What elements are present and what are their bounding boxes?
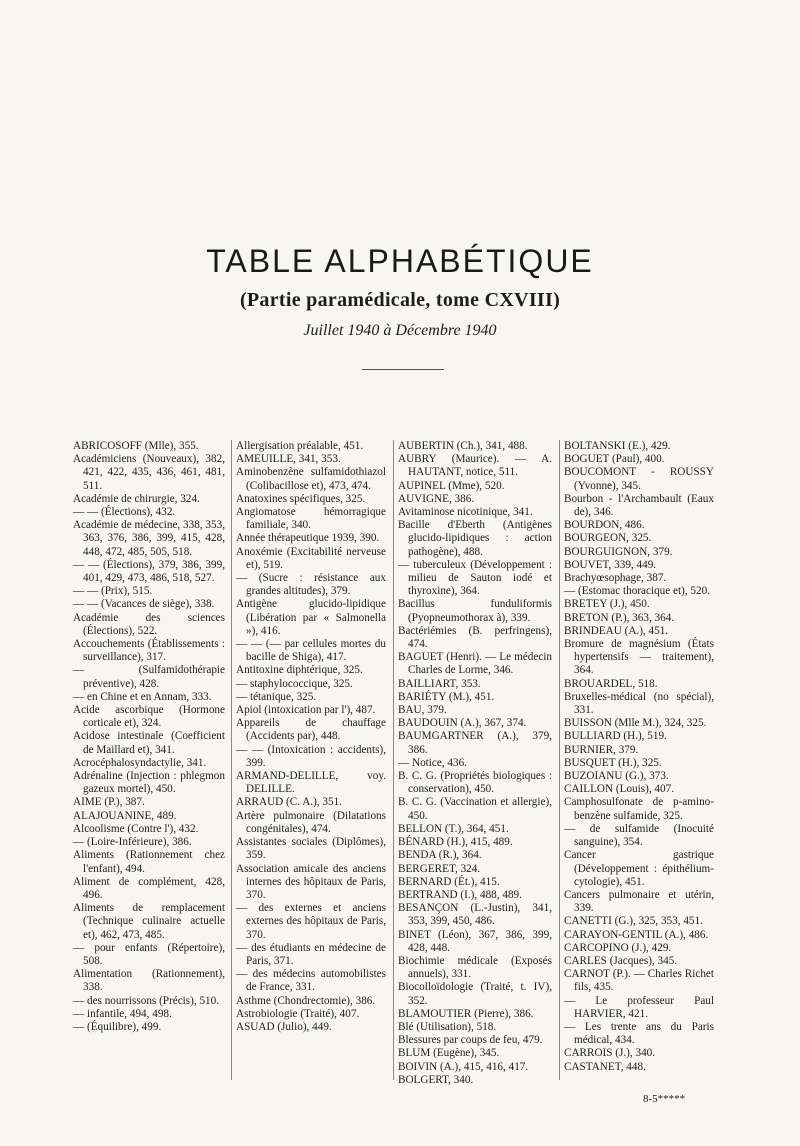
index-entry: AUVIGNE, 386. [398, 492, 475, 505]
index-entry: — (Loire-Inférieure), 386. [73, 836, 192, 849]
index-entry: AUPINEL (Mme), 520. [398, 479, 505, 492]
index-entry: Avitaminose nicotinique, 341. [398, 506, 533, 519]
index-entry: — (Estomac thoracique et), 520. [564, 585, 711, 598]
index-entry: — — (Élections), 379, 386, 399, 401, 429, 473, 486, 518, 527. [73, 558, 225, 585]
index-entry: B. C. G. (Vaccination et allergie), 450. [398, 796, 552, 822]
page-subtitle: (Partie paramédicale, tome CXVIII) [239, 289, 561, 311]
index-entry: Alimentation (Rationnement), 338. [73, 968, 225, 994]
index-entry: Allergisation préalable, 451. [236, 440, 364, 452]
index-entry: BOIVIN (A.), 415, 416, 417. [398, 1060, 529, 1073]
index-entry: — des nourrissons (Précis), 510. [73, 994, 220, 1007]
index-column-3 [398, 440, 552, 1090]
index-entry: AIME (P.), 387. [73, 796, 145, 809]
index-entry: BROUARDEL, 518. [564, 677, 658, 690]
index-entry: Angiomatose hémorragique familiale, 340. [236, 506, 386, 532]
index-entry: Alcoolisme (Contre l'), 432. [73, 822, 199, 835]
index-entry: Appareils de chauffage (Accidents par), 448. [236, 717, 386, 743]
index-entry: Académie de chirurgie, 324. [73, 492, 200, 505]
index-entry: BRETON (P.), 363, 364. [564, 611, 675, 624]
index-entry: BENDA (R.), 364. [398, 849, 482, 862]
index-entry: BAUDOUIN (A.), 367, 374. [398, 717, 527, 730]
index-entry: — pour enfants (Répertoire), 508. [73, 941, 225, 967]
index-entry: — — (Élections), 432. [73, 506, 176, 519]
index-entry: CARNOT (P.). — Charles Richet fils, 435. [564, 968, 714, 994]
index-entry: Aminobenzène sulfamidothiazol (Colibacillose et), 473, 474. [236, 466, 386, 492]
index-entry: Artère pulmonaire (Dilatations congénitales), 474. [236, 809, 386, 835]
index-entry: Biocolloïdologie (Traité, t. IV), 352. [398, 981, 552, 1007]
index-entry: Blé (Utilisation), 518. [398, 1020, 497, 1033]
index-entry: BÉNARD (H.), 415, 489. [398, 836, 513, 849]
index-entry: Assistantes sociales (Diplômes), 359. [236, 836, 386, 862]
index-entry: Association amicale des anciens internes des hôpitaux de Paris, 370. [236, 862, 386, 901]
index-entry: BOLTANSKI (E.), 429. [564, 440, 671, 452]
index-entry: Anoxémie (Excitabilité nerveuse et), 519. [236, 545, 386, 571]
index-entry: ALAJOUANINE, 489. [73, 809, 177, 822]
index-entry: Accouchements (Établissements : surveillance), 317. [73, 638, 225, 664]
index-entry: Bourbon - l'Archambault (Eaux de), 346. [564, 492, 714, 519]
index-entry: Adrénaline (Injection : phlegmon gazeux mortel), 450. [73, 770, 225, 796]
index-entry: — staphylococcique, 325. [236, 677, 353, 690]
index-entry: Académiciens (Nouveaux), 382, 421, 422, 435, 436, 461, 481, 511. [73, 453, 225, 492]
index-entry: ABRICOSOFF (Mlle), 355. [73, 440, 199, 452]
index-entry: BARIÉTY (M.), 451. [398, 690, 495, 703]
index-entry: CASTANET, 448. [564, 1060, 646, 1073]
index-entry: AMEUILLE, 341, 353. [236, 453, 341, 466]
index-entry: BELLON (T.), 364, 451. [398, 822, 509, 835]
index-entry: CANETTI (G.), 325, 353, 451. [564, 915, 703, 928]
index-entry: BRINDEAU (A.), 451. [564, 624, 669, 637]
index-entry: — Notice, 436. [398, 756, 467, 769]
index-entry: BULLIARD (H.), 519. [564, 730, 667, 743]
index-entry: BUZOIANU (G.), 373. [564, 770, 669, 783]
index-entry: BERNARD (Ét.), 415. [398, 875, 500, 888]
index-entry: Bactériémies (B. perfringens), 474. [398, 624, 552, 651]
index-entry: Bacillus funduliformis (Pyopneumothorax à), 339. [398, 598, 552, 624]
index-entry: — des externes et anciens externes des hôpitaux de Paris, 370. [236, 902, 386, 941]
index-entry: Asthme (Chondrectomie), 386. [236, 994, 376, 1007]
index-entry: — Les trente ans du Paris médical, 434. [564, 1020, 714, 1047]
index-entry: CAILLON (Louis), 407. [564, 783, 674, 796]
index-entry: CARLES (Jacques), 345. [564, 954, 678, 967]
index-columns [73, 440, 719, 1090]
index-entry: — — (— par cellules mortes du bacille de Shiga), 417. [236, 638, 386, 664]
index-entry: — infantile, 494, 498. [73, 1007, 172, 1020]
index-entry: BUSQUET (H.), 325. [564, 756, 662, 769]
index-entry: — Le professeur Paul HARVIER, 421. [564, 994, 714, 1020]
index-entry: — en Chine et en Annam, 333. [73, 690, 212, 703]
index-entry: BAUMGARTNER (A.), 379, 386. [398, 730, 552, 756]
index-entry: — des étudiants en médecine de Paris, 371. [236, 941, 386, 967]
index-entry: BERTRAND (I.), 488, 489. [398, 888, 522, 901]
column-separator [559, 440, 560, 1080]
index-entry: BAU, 379. [398, 704, 447, 717]
index-entry: BURNIER, 379. [564, 743, 639, 756]
column-separator [231, 440, 232, 1080]
title-rule [362, 369, 444, 370]
index-entry: Astrobiologie (Traité), 407. [236, 1007, 360, 1020]
index-column-4 [564, 440, 714, 1090]
date-range: Juillet 1940 à Décembre 1940 [303, 322, 497, 339]
index-entry: BLAMOUTIER (Pierre), 386. [398, 1007, 534, 1020]
index-entry: BUISSON (Mlle M.), 324, 325. [564, 717, 707, 730]
index-entry: Bacille d'Eberth (Antigènes glucido-lipidiques : action pathogène), 488. [398, 519, 552, 558]
index-entry: Aliments de remplacement (Technique culinaire actuelle et), 462, 473, 485. [73, 902, 225, 941]
index-entry: Antitoxine diphtérique, 325. [236, 664, 363, 677]
index-entry: B. C. G. (Propriétés biologiques : conservation), 450. [398, 770, 552, 796]
index-entry: BOURDON, 486. [564, 519, 645, 532]
index-entry: ASUAD (Julio), 449. [236, 1020, 332, 1033]
index-entry: BOLGERT, 340. [398, 1073, 474, 1086]
index-entry: Aliments (Rationnement chez l'enfant), 494. [73, 849, 225, 875]
index-entry: BAGUET (Henri). — Le médecin Charles de Lorme, 346. [398, 651, 552, 677]
index-entry: BESANÇON (L.-Justin), 341, 353, 399, 450, 486. [398, 902, 552, 928]
index-entry: Cancer gastrique (Développement : épithélium-cytologie), 451. [564, 849, 714, 888]
page-title: TABLE ALPHABÉTIQUE [206, 243, 594, 279]
index-entry: Blessures par coups de feu, 479. [398, 1034, 543, 1047]
index-entry: — des médecins automobilistes de France, 331. [236, 968, 386, 994]
index-entry: — (Sulfamidothérapie préventive), 428. [73, 664, 225, 690]
index-entry: Biochimie médicale (Exposés annuels), 331. [398, 954, 552, 981]
index-entry: Académie de médecine, 338, 353, 363, 376, 386, 399, 415, 428, 448, 472, 485, 505, 518. [73, 519, 225, 558]
index-entry: Bromure de magnésium (États hypertensifs — traitement), 364. [564, 638, 714, 677]
index-entry: BOGUET (Paul), 400. [564, 453, 665, 466]
index-entry: Année thérapeutique 1939, 390. [236, 532, 380, 545]
index-entry: BAILLIART, 353. [398, 677, 481, 690]
index-entry: BOURGEON, 325. [564, 532, 652, 545]
index-entry: AUBRY (Maurice). — A. HAUTANT, notice, 511. [398, 453, 552, 479]
index-entry: BRETEY (J.), 450. [564, 598, 650, 611]
index-entry: — — (Intoxication : accidents), 399. [236, 743, 386, 769]
index-entry: Acidose intestinale (Coefficient de Maillard et), 341. [73, 730, 225, 756]
index-entry: BLUM (Eugène), 345. [398, 1047, 500, 1060]
index-entry: BERGERET, 324. [398, 862, 481, 875]
index-entry: — tétanique, 325. [236, 690, 317, 703]
index-entry: Acrocéphalosyndactylie, 341. [73, 756, 207, 769]
index-entry: — tuberculeux (Développement : milieu de Sauton iodé et thyroxine), 364. [398, 558, 552, 598]
index-column-2 [236, 440, 386, 1090]
index-entry: AUBERTIN (Ch.), 341, 488. [398, 440, 528, 452]
index-entry: Académie des sciences (Élections), 522. [73, 611, 225, 637]
index-entry: — (Sucre : résistance aux grandes altitudes), 379. [236, 572, 386, 598]
index-entry: — de sulfamide (Inocuité sanguine), 354. [564, 822, 714, 849]
index-entry: — — (Vacances de siège), 338. [73, 598, 215, 611]
index-entry: Acide ascorbique (Hormone corticale et), 324. [73, 704, 225, 730]
index-entry: ARRAUD (C. A.), 351. [236, 796, 342, 809]
index-entry: BOUCOMONT - ROUSSY (Yvonne), 345. [564, 466, 714, 492]
index-entry: Bruxelles-médical (no spécial), 331. [564, 690, 714, 717]
index-entry: ARMAND-DELILLE, voy. DELILLE. [236, 770, 386, 796]
index-entry: CARROIS (J.), 340. [564, 1047, 656, 1060]
column-separator [393, 440, 394, 1080]
index-entry: Cancers pulmonaire et utérin, 339. [564, 888, 714, 915]
index-entry: Camphosulfonate de p-amino-benzène sulfamide, 325. [564, 796, 714, 822]
index-entry: Apiol (intoxication par l'), 487. [236, 704, 376, 717]
printer-signature: 8-5***** [643, 1093, 686, 1105]
index-entry: BOUVET, 339, 449. [564, 558, 657, 571]
index-column-1 [73, 440, 225, 1090]
index-entry: BOURGUIGNON, 379. [564, 545, 673, 558]
index-entry: Anatoxines spécifiques, 325. [236, 492, 366, 505]
index-entry: — — (Prix), 515. [73, 585, 153, 598]
index-entry: CARAYON-GENTIL (A.), 486. [564, 928, 709, 941]
index-entry: Aliment de complément, 428, 496. [73, 875, 225, 901]
index-entry: CARCOPINO (J.), 429. [564, 941, 672, 954]
index-entry: BINET (Léon), 367, 386, 399, 428, 448. [398, 928, 552, 954]
index-entry: — (Équilibre), 499. [73, 1020, 162, 1033]
index-entry: Brachyœsophage, 387. [564, 572, 667, 585]
index-entry: Antigène glucido-lipidique (Libération par « Salmonella »), 416. [236, 598, 386, 637]
